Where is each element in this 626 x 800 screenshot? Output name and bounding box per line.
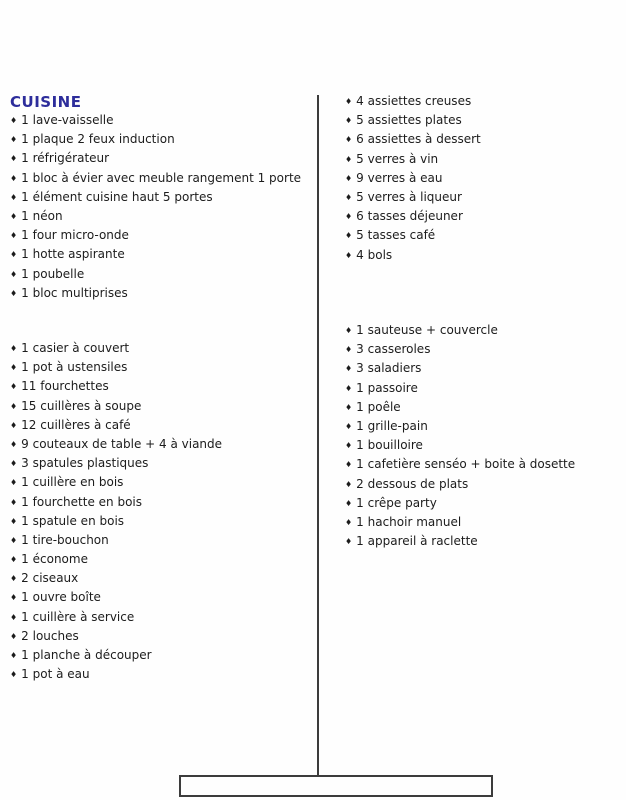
list-item-text: 6 assiettes à dessert xyxy=(356,132,481,147)
list-item xyxy=(345,359,575,378)
list-item-text: 1 planche à découper xyxy=(21,648,152,662)
bullet-icon: ♦ xyxy=(345,402,353,412)
list-item xyxy=(345,475,575,494)
bullet-icon: ♦ xyxy=(10,497,18,507)
list-item-text: 1 casier à couvert xyxy=(21,341,130,355)
bullet-icon: ♦ xyxy=(345,173,353,183)
list-item xyxy=(345,379,575,398)
list-item xyxy=(10,339,222,358)
list-item xyxy=(10,454,222,473)
list-item-text: 3 casseroles xyxy=(356,342,431,357)
list-item xyxy=(10,169,301,188)
bullet-icon: ♦ xyxy=(10,631,18,641)
list-item-text: 3 saladiers xyxy=(356,361,422,376)
bullet-icon: ♦ xyxy=(345,212,353,222)
list-item xyxy=(345,436,575,455)
list-item xyxy=(10,265,301,284)
bullet-icon: ♦ xyxy=(345,421,353,431)
bullet-icon: ♦ xyxy=(10,555,18,565)
list-item-text: 1 poêle xyxy=(356,399,401,414)
bullet-icon: ♦ xyxy=(10,192,18,202)
bullet-icon: ♦ xyxy=(10,459,18,469)
list-item-text: 12 cuillères à café xyxy=(21,417,131,432)
bullet-icon: ♦ xyxy=(345,135,353,145)
list-item xyxy=(345,513,575,532)
list-item-text: 11 fourchettes xyxy=(21,379,109,394)
bullet-icon: ♦ xyxy=(345,154,353,164)
list-item-text: 1 spatule en bois xyxy=(21,513,125,528)
bullet-icon: ♦ xyxy=(10,478,18,488)
bullet-icon: ♦ xyxy=(10,231,18,241)
list-item-text: 1 élément cuisine haut 5 portes xyxy=(21,189,213,204)
list-item-text: 1 plaque 2 feux induction xyxy=(21,132,175,147)
list-item-text: 5 assiettes plates xyxy=(356,113,462,128)
bullet-icon: ♦ xyxy=(10,593,18,603)
list-item-text: 1 pot à ustensiles xyxy=(21,360,128,375)
right-list-cookware xyxy=(345,321,575,551)
bullet-icon: ♦ xyxy=(345,192,353,202)
list-item xyxy=(10,416,222,435)
bullet-icon: ♦ xyxy=(345,383,353,393)
list-item xyxy=(345,169,481,188)
list-item-text: 2 louches xyxy=(21,628,79,643)
list-item-text: 1 fourchette en bois xyxy=(21,494,143,509)
list-item-text: 1 four micro-onde xyxy=(21,228,129,243)
bullet-icon: ♦ xyxy=(10,612,18,622)
list-item-text: 3 spatules plastiques xyxy=(21,456,149,471)
list-item xyxy=(10,493,222,512)
list-item xyxy=(10,435,222,454)
list-item-text: 5 verres à liqueur xyxy=(356,189,462,204)
bullet-icon: ♦ xyxy=(10,363,18,373)
list-item xyxy=(10,358,222,377)
list-item xyxy=(345,188,481,207)
list-item xyxy=(345,111,481,130)
list-item-text: 1 cafetière senséo + boite à dosette xyxy=(356,457,576,472)
list-item xyxy=(10,226,301,245)
list-item xyxy=(10,512,222,531)
list-item-text: 5 verres à vin xyxy=(356,151,439,166)
list-item xyxy=(10,531,222,550)
list-item xyxy=(10,473,222,492)
bullet-icon: ♦ xyxy=(10,344,18,353)
list-item xyxy=(345,226,481,245)
list-item xyxy=(345,92,481,111)
list-item xyxy=(345,494,575,513)
list-item-text: 1 néon xyxy=(21,208,63,223)
list-item-text: 5 tasses café xyxy=(356,228,436,243)
list-item-text: 1 pot à eau xyxy=(21,667,90,682)
list-item-text: 1 tire-bouchon xyxy=(21,532,109,547)
list-item-text: 2 ciseaux xyxy=(21,571,79,586)
list-item xyxy=(345,455,575,474)
list-item xyxy=(10,627,222,646)
bullet-icon: ♦ xyxy=(10,211,18,221)
list-item xyxy=(10,608,222,627)
bullet-icon: ♦ xyxy=(345,97,353,106)
bullet-icon: ♦ xyxy=(345,364,353,374)
bullet-icon: ♦ xyxy=(345,460,353,470)
list-item-text: 1 bouilloire xyxy=(356,438,423,453)
list-item-text: 9 verres à eau xyxy=(356,170,443,185)
list-item-text: 1 lave-vaisselle xyxy=(21,113,114,127)
bullet-icon: ♦ xyxy=(10,439,18,449)
list-item-text: 15 cuillères à soupe xyxy=(21,398,142,413)
bullet-icon: ♦ xyxy=(345,537,353,547)
list-item xyxy=(345,532,575,551)
bullet-icon: ♦ xyxy=(10,535,18,545)
left-list-utensils xyxy=(10,339,222,684)
bullet-icon: ♦ xyxy=(345,479,353,489)
list-item xyxy=(345,150,481,169)
bullet-icon: ♦ xyxy=(10,420,18,430)
list-item-text: 4 bols xyxy=(356,247,393,262)
list-item xyxy=(10,130,301,149)
list-item xyxy=(345,340,575,359)
list-item-text: 1 grille-pain xyxy=(356,418,428,433)
list-item-text: 1 réfrigérateur xyxy=(21,151,110,166)
list-item-text: 9 couteaux de table + 4 à viande xyxy=(21,436,223,451)
list-item-text: 1 hotte aspirante xyxy=(21,247,125,262)
list-item-text: 1 passoire xyxy=(356,380,418,395)
bullet-icon: ♦ xyxy=(10,173,18,183)
bullet-icon: ♦ xyxy=(345,231,353,241)
bullet-icon: ♦ xyxy=(345,116,353,126)
column-divider-line xyxy=(317,95,319,776)
list-item-text: 1 hachoir manuel xyxy=(356,514,462,529)
list-item-text: 1 cuillère à service xyxy=(21,609,135,624)
list-item-text: 1 bloc à évier avec meuble rangement 1 porte xyxy=(21,170,302,185)
page-title: CUISINE xyxy=(10,93,82,111)
list-item xyxy=(10,245,301,264)
list-item-text: 1 sauteuse + couvercle xyxy=(356,323,498,337)
list-item-text: 1 économe xyxy=(21,552,88,567)
list-item xyxy=(345,417,575,436)
list-item xyxy=(10,588,222,607)
list-item xyxy=(345,130,481,149)
list-item xyxy=(10,188,301,207)
bullet-icon: ♦ xyxy=(345,326,353,335)
bullet-icon: ♦ xyxy=(10,154,18,164)
list-item xyxy=(10,397,222,416)
bullet-icon: ♦ xyxy=(10,574,18,584)
bullet-icon: ♦ xyxy=(10,116,18,125)
bullet-icon: ♦ xyxy=(10,269,18,279)
list-item xyxy=(10,111,301,130)
list-item-text: 1 cuillère en bois xyxy=(21,475,124,490)
bullet-icon: ♦ xyxy=(10,670,18,680)
bullet-icon: ♦ xyxy=(10,382,18,392)
bullet-icon: ♦ xyxy=(345,498,353,508)
list-item-text: 1 crêpe party xyxy=(356,495,437,510)
right-list-tableware xyxy=(345,92,481,265)
list-item xyxy=(10,665,222,684)
list-item xyxy=(10,550,222,569)
bullet-icon: ♦ xyxy=(10,516,18,526)
bullet-icon: ♦ xyxy=(345,517,353,527)
list-item-text: 4 assiettes creuses xyxy=(356,94,472,108)
list-item xyxy=(10,284,301,303)
bullet-icon: ♦ xyxy=(10,288,18,298)
list-item xyxy=(345,246,481,265)
list-item xyxy=(10,646,222,665)
list-item xyxy=(345,398,575,417)
bullet-icon: ♦ xyxy=(10,401,18,411)
list-item xyxy=(10,149,301,168)
bullet-icon: ♦ xyxy=(345,345,353,355)
bullet-icon: ♦ xyxy=(345,441,353,451)
bullet-icon: ♦ xyxy=(10,135,18,145)
bottom-empty-box xyxy=(179,775,493,797)
bullet-icon: ♦ xyxy=(345,250,353,260)
list-item xyxy=(10,569,222,588)
list-item-text: 2 dessous de plats xyxy=(356,476,469,491)
list-item-text: 6 tasses déjeuner xyxy=(356,209,463,224)
list-item xyxy=(345,207,481,226)
list-item xyxy=(10,377,222,396)
bullet-icon: ♦ xyxy=(10,250,18,260)
list-item xyxy=(10,207,301,226)
list-item xyxy=(345,321,575,340)
list-item-text: 1 poubelle xyxy=(21,266,85,281)
left-list-appliances xyxy=(10,111,301,303)
bullet-icon: ♦ xyxy=(10,651,18,660)
list-item-text: 1 appareil à raclette xyxy=(356,534,478,549)
list-item-text: 1 ouvre boîte xyxy=(21,590,101,605)
list-item-text: 1 bloc multiprises xyxy=(21,285,128,300)
